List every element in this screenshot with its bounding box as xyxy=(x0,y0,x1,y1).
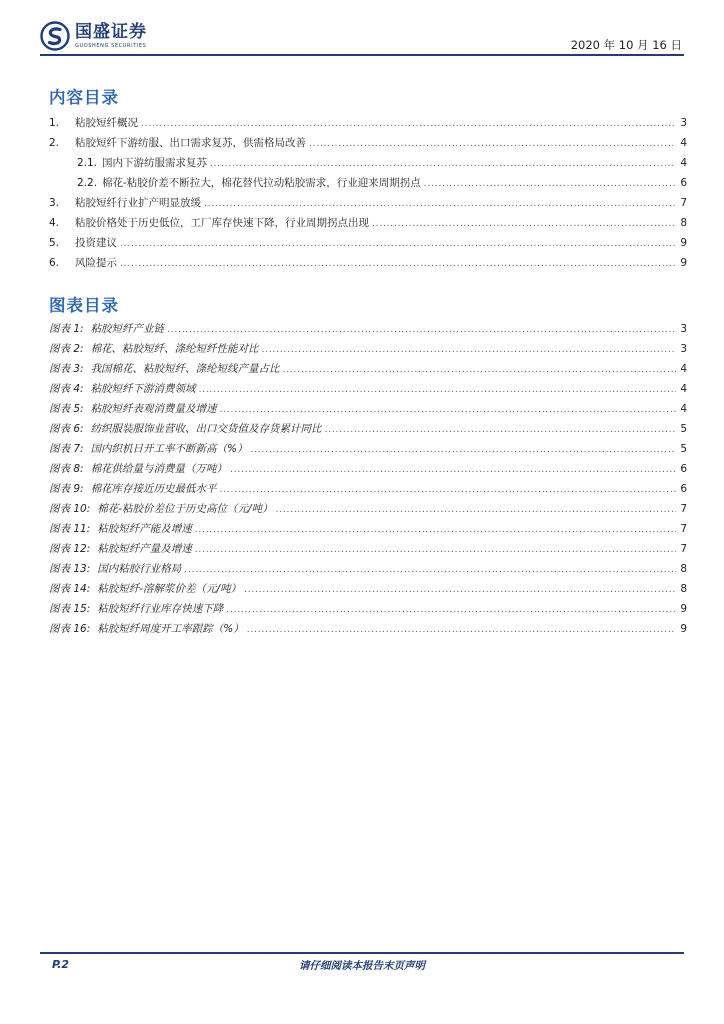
figure-entry[interactable] xyxy=(49,361,687,381)
toc-entry[interactable] xyxy=(49,215,687,235)
figure-entry-page: 7 xyxy=(680,543,687,555)
figure-entry-title: 粘胶短纤产业链 xyxy=(90,323,165,335)
toc-entry-page: 9 xyxy=(680,237,687,249)
dot-leader xyxy=(372,219,676,229)
toc-entry-page: 9 xyxy=(680,257,687,269)
dot-leader xyxy=(283,365,676,375)
toc-entry[interactable] xyxy=(49,195,687,215)
figure-entry-title: 粘胶短纤产能及增速 xyxy=(97,523,192,535)
figure-entry-title: 粘胶短纤产量及增速 xyxy=(97,543,192,555)
toc-entry-title: 粘胶短纤下游纺服、出口需求复苏，供需格局改善 xyxy=(75,137,306,149)
figure-entry-title: 棉花、粘胶短纤、涤纶短纤性能对比 xyxy=(90,343,259,355)
toc-entry[interactable] xyxy=(49,135,687,155)
figure-entry-label: 图表 13: xyxy=(49,563,91,575)
figure-entry-label: 图表 9: xyxy=(49,483,84,495)
figure-entry[interactable] xyxy=(49,541,687,561)
figure-entry-title: 棉花-粘胶价差位于历史高位（元/吨） xyxy=(97,503,273,515)
figure-entry-label: 图表 2: xyxy=(49,343,84,355)
figure-entry-page: 4 xyxy=(680,383,687,395)
dot-leader xyxy=(226,605,676,615)
figure-entry[interactable] xyxy=(49,341,687,361)
dot-leader xyxy=(309,139,676,149)
figure-entry-label: 图表 8: xyxy=(49,463,84,475)
figure-entry-label: 图表 6: xyxy=(49,423,84,435)
figure-entry[interactable] xyxy=(49,561,687,581)
figures-list xyxy=(49,321,687,641)
toc-entry-page: 3 xyxy=(680,117,687,129)
figure-entry-page: 6 xyxy=(680,483,687,495)
figure-entry-page: 3 xyxy=(680,343,687,355)
figure-entry-label: 图表 10: xyxy=(49,503,91,515)
toc-entry-title: 粘胶价格处于历史低位，工厂库存快速下降，行业周期拐点出现 xyxy=(75,217,369,229)
figure-entry-title: 粘胶短纤表观消费量及增速 xyxy=(90,403,217,415)
figure-entry-title: 棉花供给量与消费量（万吨） xyxy=(90,463,228,475)
figure-entry-label: 图表 14: xyxy=(49,583,91,595)
figure-entry-page: 7 xyxy=(680,503,687,515)
toc-entry[interactable] xyxy=(49,155,687,175)
figure-entry-page: 5 xyxy=(680,423,687,435)
figure-entry[interactable] xyxy=(49,621,687,641)
report-date: 2020 年 10 月 16 日 xyxy=(570,38,682,52)
figure-entry-page: 9 xyxy=(680,623,687,635)
dot-leader xyxy=(199,385,676,395)
figure-entry-page: 3 xyxy=(680,323,687,335)
figures-heading: 图表目录 xyxy=(49,296,119,315)
toc-entry[interactable] xyxy=(49,115,687,135)
figure-entry-page: 4 xyxy=(680,403,687,415)
dot-leader xyxy=(251,445,676,455)
figure-entry-label: 图表 15: xyxy=(49,603,91,615)
page-header xyxy=(40,18,684,54)
dot-leader xyxy=(195,545,676,555)
brand-logo xyxy=(40,21,147,51)
dot-leader xyxy=(167,325,676,335)
figure-entry[interactable] xyxy=(49,401,687,421)
toc-entry-number: 6. xyxy=(49,257,60,269)
toc-entry-number: 4. xyxy=(49,217,60,229)
brand-name: 国盛证券 xyxy=(75,22,147,42)
figure-entry-page: 5 xyxy=(680,443,687,455)
dot-leader xyxy=(220,485,676,495)
toc-entry-page: 8 xyxy=(680,217,687,229)
toc-entry-page: 6 xyxy=(680,177,687,189)
toc-entry-title: 投资建议 xyxy=(75,237,117,249)
dot-leader xyxy=(195,525,676,535)
toc-entry-number: 5. xyxy=(49,237,60,249)
dot-leader xyxy=(230,465,676,475)
dot-leader xyxy=(210,159,676,169)
contents-heading: 内容目录 xyxy=(49,88,119,107)
guosheng-logo-icon xyxy=(40,21,70,51)
dot-leader xyxy=(247,625,676,635)
figure-entry-page: 9 xyxy=(680,603,687,615)
dot-leader xyxy=(424,179,676,189)
figure-entry-title: 国内粘胶行业格局 xyxy=(97,563,182,575)
dot-leader xyxy=(120,259,676,269)
toc-entry-title: 国内下游纺服需求复苏 xyxy=(102,157,207,169)
disclaimer-note: 请仔细阅读本报告末页声明 xyxy=(299,960,425,972)
toc-entry[interactable] xyxy=(49,175,687,195)
figure-entry-title: 粘胶短纤-溶解浆价差（元/吨） xyxy=(97,583,242,595)
figure-entry-page: 6 xyxy=(680,463,687,475)
figure-entry-title: 我国棉花、粘胶短纤、涤纶短线产量占比 xyxy=(90,363,280,375)
figure-entry-label: 图表 11: xyxy=(49,523,91,535)
dot-leader xyxy=(204,199,676,209)
toc-entry-number: 2. xyxy=(49,137,60,149)
toc-entry[interactable] xyxy=(49,235,687,255)
toc-entry-page: 7 xyxy=(680,197,687,209)
figure-entry[interactable] xyxy=(49,381,687,401)
toc-entry-title: 风险提示 xyxy=(75,257,117,269)
figure-entry[interactable] xyxy=(49,501,687,521)
figure-entry-label: 图表 12: xyxy=(49,543,91,555)
dot-leader xyxy=(276,505,676,515)
figure-entry-label: 图表 16: xyxy=(49,623,91,635)
figure-entry-title: 粘胶短纤周度开工率跟踪（%） xyxy=(97,623,244,635)
toc-entry-number: 2.2. xyxy=(77,177,98,189)
figure-entry-title: 国内织机日开工率不断新高（%） xyxy=(90,443,248,455)
dot-leader xyxy=(120,239,676,249)
figure-entry-title: 纺织服装服饰业营收、出口交货值及存货累计同比 xyxy=(90,423,322,435)
toc-entry-title: 粘胶短纤概况 xyxy=(75,117,138,129)
toc-entry-number: 1. xyxy=(49,117,60,129)
figure-entry-page: 8 xyxy=(680,563,687,575)
dot-leader xyxy=(244,585,676,595)
page-number: P.2 xyxy=(52,958,70,971)
figure-entry[interactable] xyxy=(49,421,687,441)
dot-leader xyxy=(325,425,676,435)
figure-entry-title: 粘胶短纤下游消费领域 xyxy=(90,383,196,395)
header-rule xyxy=(40,54,684,56)
figure-entry-label: 图表 5: xyxy=(49,403,84,415)
figure-entry[interactable] xyxy=(49,601,687,621)
figure-entry-title: 粘胶短纤行业库存快速下降 xyxy=(97,603,224,615)
toc-entry-page: 4 xyxy=(680,157,687,169)
toc-entry-number: 3. xyxy=(49,197,60,209)
dot-leader xyxy=(141,119,676,129)
toc-entry-number: 2.1. xyxy=(77,157,98,169)
figure-entry[interactable] xyxy=(49,521,687,541)
toc-entry-title: 棉花-粘胶价差不断拉大，棉花替代拉动粘胶需求，行业迎来周期拐点 xyxy=(102,177,421,189)
figure-entry-label: 图表 7: xyxy=(49,443,84,455)
contents-list xyxy=(49,115,687,275)
figure-entry-title: 棉花库存接近历史最低水平 xyxy=(90,483,217,495)
figure-entry-label: 图表 3: xyxy=(49,363,84,375)
figure-entry-label: 图表 4: xyxy=(49,383,84,395)
figure-entry[interactable] xyxy=(49,441,687,461)
dot-leader xyxy=(220,405,676,415)
figure-entry-label: 图表 1: xyxy=(49,323,84,335)
toc-entry[interactable] xyxy=(49,255,687,275)
dot-leader xyxy=(184,565,676,575)
figure-entry-page: 7 xyxy=(680,523,687,535)
figure-entry[interactable] xyxy=(49,321,687,341)
footer-rule xyxy=(40,952,684,954)
brand-subtitle: GUOSHENG SECURITIES xyxy=(75,43,147,49)
toc-entry-page: 4 xyxy=(680,137,687,149)
figure-entry[interactable] xyxy=(49,461,687,481)
toc-entry-title: 粘胶短纤行业扩产明显放缓 xyxy=(75,197,201,209)
figure-entry[interactable] xyxy=(49,481,687,501)
figure-entry-page: 8 xyxy=(680,583,687,595)
figure-entry[interactable] xyxy=(49,581,687,601)
figure-entry-page: 4 xyxy=(680,363,687,375)
dot-leader xyxy=(262,345,676,355)
